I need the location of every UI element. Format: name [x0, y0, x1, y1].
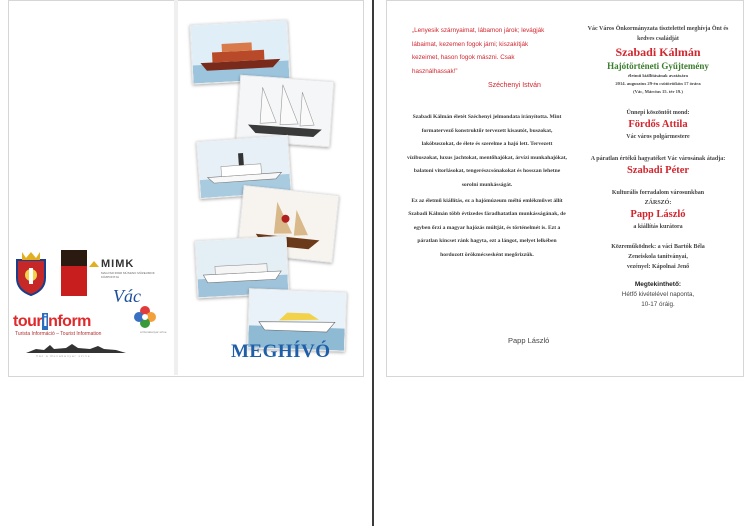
- tourinform-part2: nform: [48, 313, 91, 330]
- visit-line-2: 10-17 óráig.: [641, 301, 675, 308]
- mimk-title: MIMK: [101, 258, 135, 270]
- closing-name: Papp László: [630, 209, 686, 220]
- event-venue: (Vác, Március 15. tér 19.): [633, 89, 683, 94]
- handover-name: Szabadi Péter: [626, 165, 690, 176]
- music-line-3: vezényel: Kápolnai Jenő: [626, 264, 690, 270]
- page-divider: [372, 0, 374, 526]
- mimk-logo: [101, 258, 161, 279]
- tourinform-logo: [13, 313, 91, 331]
- tourinform-part1: tour: [13, 313, 43, 330]
- honoree-name: Szabadi Kálmán: [615, 45, 701, 59]
- vac-flower-icon: [133, 305, 157, 329]
- music-label: Közreműködnek: a váci Bartók Béla: [611, 244, 705, 250]
- tribute-paragraph-2: Ez az életmű kiállítás, ez a hajómúzeum méltó emlékművet állít Szabadi Kálmán több évtizedes fáradhatatlan munkásságának, de egyben őrzi a magyar hajózás múltját, és történelmét is. Ezt a páratlan kincset ránk hagyta, ezt a lángot, melyet lelkében hordozott örökmécsesként megőrizzük.: [408, 197, 566, 258]
- closing-word: ZÁRSZÓ:: [644, 200, 672, 206]
- tribute-signature: Papp László: [508, 336, 550, 345]
- cover-fold-strip: [174, 0, 178, 375]
- opening-text: életmű kiállításának avatására: [628, 73, 688, 78]
- vac-skyline-icon: [26, 343, 126, 353]
- handover-label: A páratlan értékű hagyatéket Vác városának átadja:: [590, 156, 726, 162]
- vac-slogan: a Dunakanyar szíve: [140, 330, 167, 334]
- szechenyi-quote: „Lenyesik szárnyaimat, lábamon járok; levágják lábaimat, kezemen fogok járni; kiszakítják kezeimet, hason fogok mászni. Csak használhassak!”: [412, 27, 545, 75]
- tourinform-subtitle: Turista Információ – Tourist Information: [15, 331, 102, 337]
- visit-title: Megtekinthető:: [634, 281, 682, 288]
- vac-coat-of-arms-logo: [14, 250, 48, 296]
- greeting-name: Fördős Attila: [628, 119, 688, 130]
- quote-author: Széchenyi István: [488, 82, 541, 89]
- closing-label: Kulturális forradalom városunkban: [611, 190, 705, 196]
- tourinform-i: i: [43, 313, 48, 330]
- mimk-mark-icon: [89, 259, 99, 269]
- invitation-title: MEGHÍVÓ: [231, 341, 331, 362]
- collection-name: Hajótörténeti Gyűjtemény: [607, 61, 709, 71]
- invite-intro: Vác Város Önkormányzata tisztelettel meghívja Önt és kedves családját: [587, 26, 729, 42]
- music-line-2: Zeneiskola tanítványai,: [628, 254, 688, 260]
- closing-role: a kiállítás kurátora: [633, 224, 683, 230]
- visit-line-1: Hétfő kivételével naponta,: [621, 291, 695, 298]
- skyline-caption: Vác a Dunakanyar szíve: [36, 354, 91, 358]
- greeting-label: Ünnepi köszöntőt mond:: [626, 110, 690, 116]
- tribute-paragraph-1: Szabadi Kálmán életét Széchenyi jelmondata irányította. Mint formatervező konstruktőr tervezett kisautót, buszokat, lakóbuszokat, de élete és szerelme a hajó lett. Tervezett vízibuszokat, luxus jachtokat, mentőhajókat, árvízi munkahajókat, balatoni vitorlásokat, tengerészcsónakokat és hosszan lehetne sorolni munkásságát.: [407, 114, 567, 188]
- invitation-details: [584, 24, 732, 310]
- mimk-subtitle: MAGYAR IPARI MŰSZAKI MÚZEUMOK KÖZPONTJA: [101, 271, 155, 279]
- tribute-text: [406, 111, 568, 265]
- vac-logo-text: Vác: [113, 286, 141, 306]
- event-date: 2014. augusztus 29-én csütörtökön 17 órára: [615, 81, 701, 86]
- museum-logo: [61, 250, 87, 296]
- greeting-role: Vác város polgármestere: [626, 134, 690, 140]
